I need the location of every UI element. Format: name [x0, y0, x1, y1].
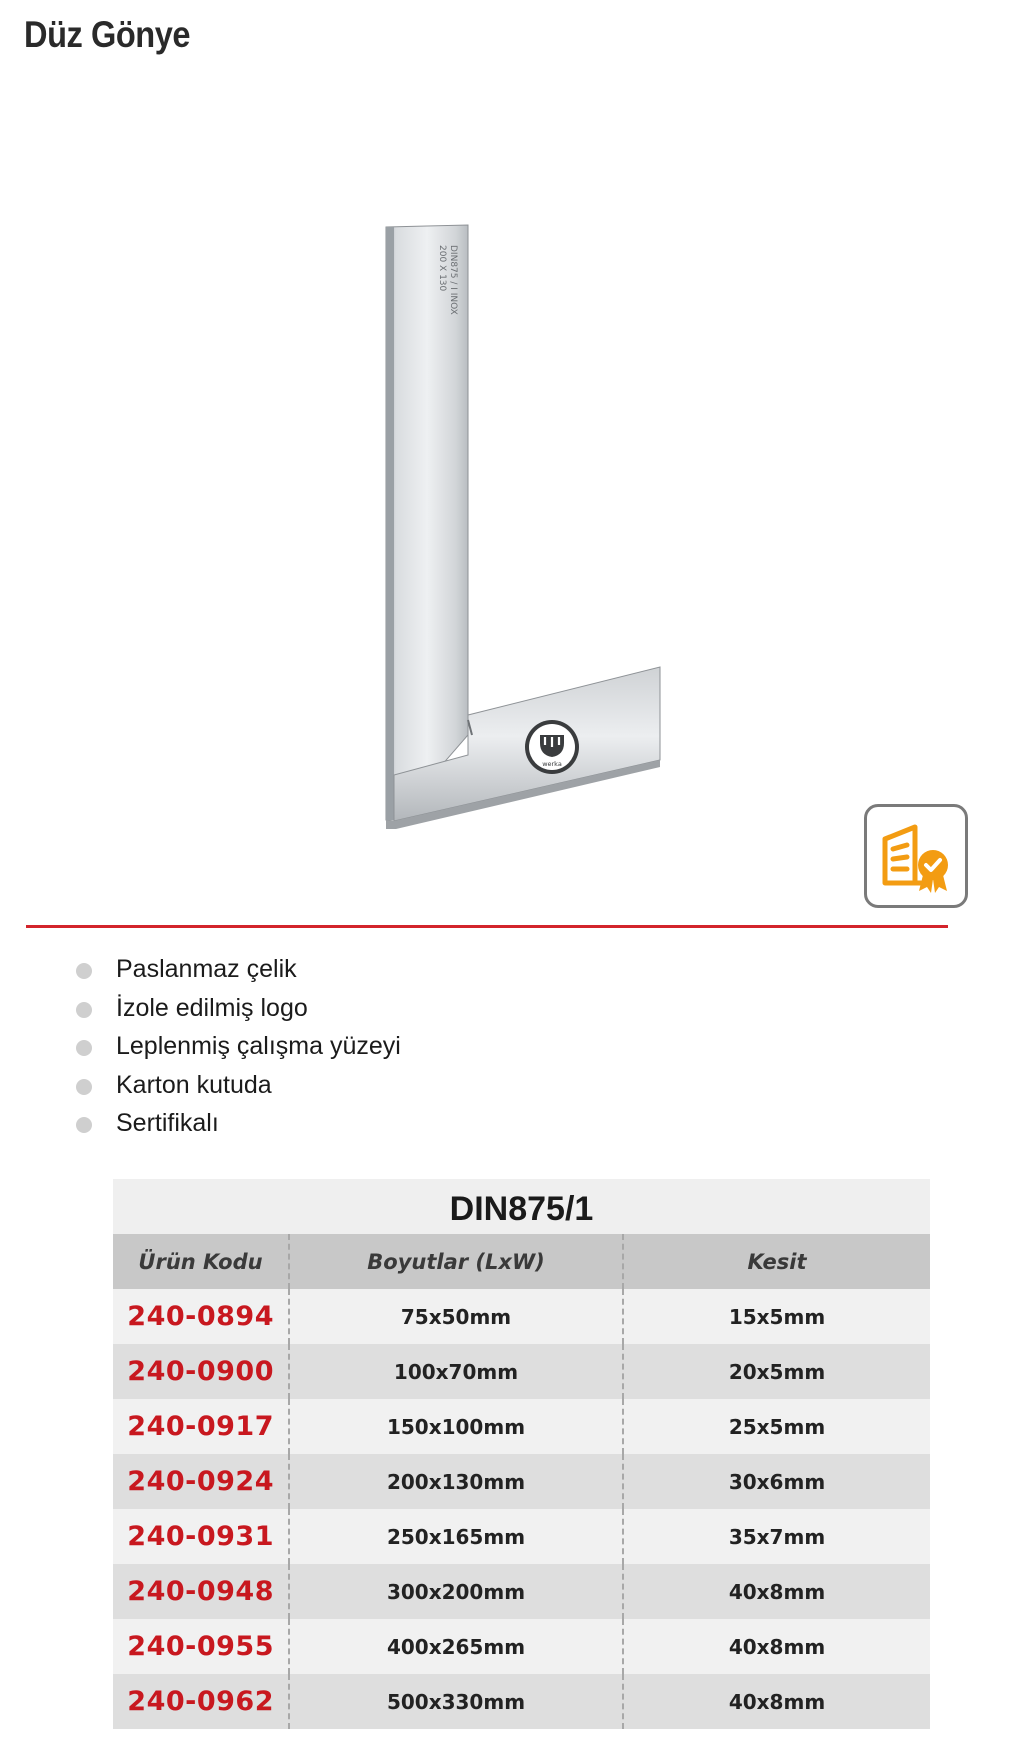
feature-label: Sertifikalı	[116, 1109, 219, 1137]
product-code-cell: 240-0948	[113, 1564, 290, 1619]
spec-table	[113, 1179, 930, 1729]
section-cell: 40x8mm	[728, 1634, 826, 1659]
feature-label: Karton kutuda	[116, 1070, 272, 1099]
dimensions-cell: 200x130mm	[290, 1454, 624, 1509]
certificate-icon	[877, 817, 955, 895]
feature-item	[74, 989, 401, 1028]
table-title: DIN875/1	[113, 1179, 930, 1234]
product-code-cell: 240-0955	[113, 1619, 290, 1674]
feature-label: Leplenmiş çalışma yüzeyi	[116, 1032, 401, 1060]
product-code-cell: 240-0900	[113, 1344, 290, 1399]
feature-label: İzole edilmiş logo	[116, 993, 308, 1022]
header-dimensions: Boyutlar (LxW)	[290, 1234, 624, 1289]
certificate-badge	[864, 804, 968, 908]
product-code-cell: 240-0894	[113, 1289, 290, 1344]
header-section: Kesit	[747, 1249, 807, 1274]
section-cell: 40x8mm	[728, 1579, 826, 1604]
dimensions-cell: 75x50mm	[290, 1289, 624, 1344]
dimensions-cell: 250x165mm	[290, 1509, 624, 1564]
section-cell: 20x5mm	[728, 1359, 826, 1384]
table-row	[113, 1674, 930, 1729]
feature-item	[74, 950, 401, 989]
table-header-row	[113, 1234, 930, 1289]
logo-text: werka	[542, 760, 562, 768]
section-divider	[26, 925, 948, 928]
feature-item	[74, 1104, 401, 1143]
header-product-code: Ürün Kodu	[113, 1234, 290, 1289]
dimensions-cell: 300x200mm	[290, 1564, 624, 1619]
engraving-line-1: 200 X 130	[437, 245, 447, 292]
section-cell: 35x7mm	[728, 1524, 826, 1549]
feature-label: Paslanmaz çelik	[116, 955, 297, 983]
feature-item	[74, 1066, 401, 1105]
section-cell: 40x8mm	[728, 1689, 826, 1714]
product-code-cell: 240-0924	[113, 1454, 290, 1509]
dimensions-cell: 400x265mm	[290, 1619, 624, 1674]
table-row	[113, 1289, 930, 1344]
table-row	[113, 1399, 930, 1454]
table-row	[113, 1619, 930, 1674]
engraving-line-2: DIN875 / I INOX	[448, 245, 458, 315]
product-code-cell: 240-0931	[113, 1509, 290, 1564]
table-row	[113, 1509, 930, 1564]
page-title: Düz Gönye	[24, 14, 191, 55]
dimensions-cell: 500x330mm	[290, 1674, 624, 1729]
dimensions-cell: 150x100mm	[290, 1399, 624, 1454]
table-row	[113, 1564, 930, 1619]
table-row	[113, 1454, 930, 1509]
product-code-cell: 240-0962	[113, 1674, 290, 1729]
feature-list	[74, 950, 401, 1143]
dimensions-cell: 100x70mm	[290, 1344, 624, 1399]
section-cell: 15x5mm	[728, 1304, 826, 1329]
section-cell: 25x5mm	[728, 1414, 826, 1439]
stainless-square-image	[380, 215, 680, 835]
product-code-cell: 240-0917	[113, 1399, 290, 1454]
section-cell: 30x6mm	[728, 1469, 826, 1494]
feature-item	[74, 1027, 401, 1066]
table-row	[113, 1344, 930, 1399]
